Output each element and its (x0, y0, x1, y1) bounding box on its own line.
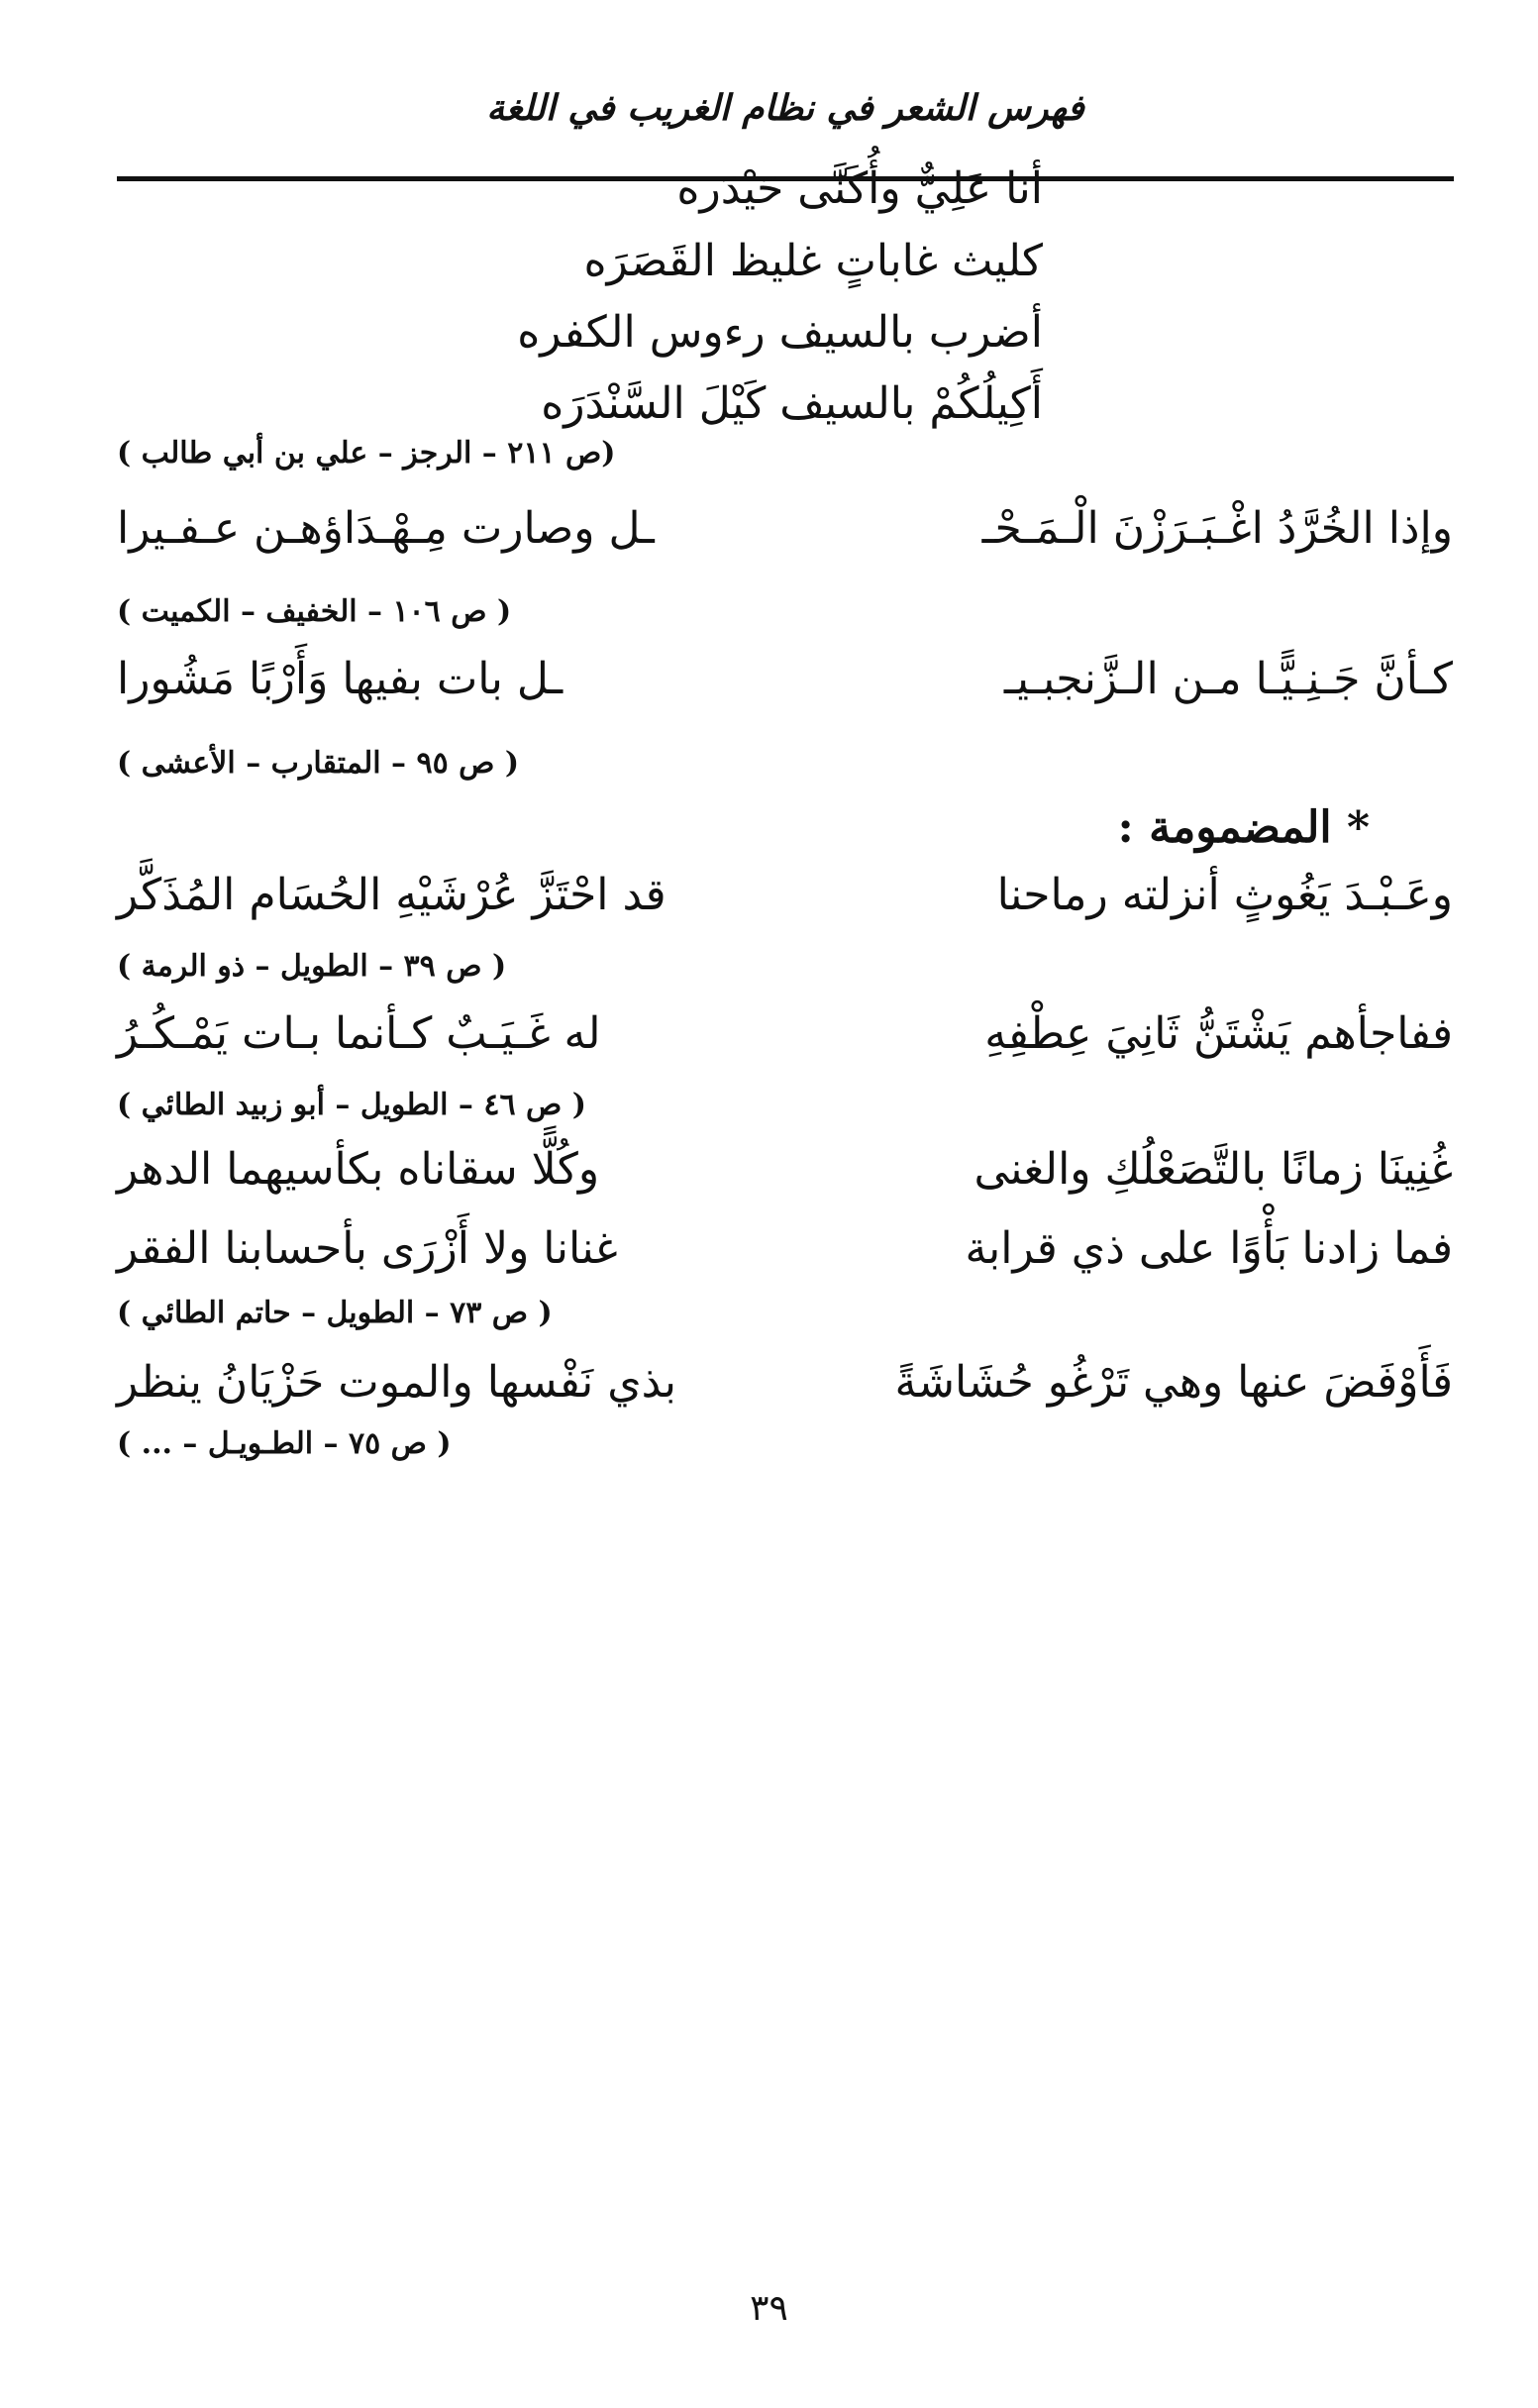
page-number: ٣٩ (750, 2288, 788, 2329)
verse-line: أنا عَلِيٌّ وأُكَنَّى حَيْدَره (676, 163, 1043, 214)
verse-second-hemistich: غنانا ولا أَزْرَى بأحسابنا الفقر (117, 1223, 618, 1274)
verse-second-hemistich: ـل بات بفيها وَأَرْبًا مَشُورا (117, 654, 564, 704)
citation: ( ص ٧٥ – الطـويـل – ... ) (117, 1426, 452, 1461)
verse-second-hemistich: بذي نَفْسها والموت حَزْيَانُ ينظر (117, 1357, 676, 1408)
verse-first-hemistich: كـأنَّ جَـنِـيًّـا مـن الـزَّنجبـيـ (1003, 654, 1453, 704)
verse-line: أَكِيلُكُمْ بالسيف كَيْلَ السَّنْدَرَه (541, 378, 1043, 429)
verse-second-hemistich: قد احْتَزَّ عُرْشَيْهِ الحُسَام المُذَكَّر (117, 870, 666, 920)
verse-second-hemistich: وكُلًّا سقاناه بكأسيهما الدهر (117, 1144, 600, 1195)
section-heading: * المضمومة : (1117, 802, 1370, 853)
verse-first-hemistich: غُنِينَا زمانًا بالتَّصَعْلُكِ والغنى (974, 1144, 1453, 1195)
citation: ( ص ٩٥ – المتقارب – الأعشى ) (117, 746, 520, 781)
citation: ( ص ١٠٦ – الخفيف – الكميت ) (117, 594, 512, 629)
running-header: فهرس الشعر في نظام الغريب في اللغة (486, 87, 1084, 129)
citation: (ص ٢١١ – الرجز – علي بن أبي طالب ) (117, 436, 616, 471)
citation: ( ص ٤٦ – الطويل – أبو زبيد الطائي ) (117, 1088, 586, 1122)
verse-line: أضرب بالسيف رءوس الكفره (517, 307, 1043, 358)
verse-first-hemistich: وعَـبْـدَ يَغُوثٍ أنزلته رماحنا (996, 870, 1453, 920)
verse-first-hemistich: فَأَوْفَضَ عنها وهي تَرْغُو حُشَاشَةً (894, 1357, 1453, 1408)
verse-first-hemistich: ففاجأهم يَشْتَنُّ ثَانِيَ عِطْفِهِ (984, 1008, 1453, 1059)
citation: ( ص ٧٣ – الطويل – حاتم الطائي ) (117, 1296, 553, 1330)
verse-second-hemistich: ـل وصارت مِـهْـدَاؤهـن عـفـيرا (117, 503, 655, 554)
verse-second-hemistich: له غَـيَـبٌ كـأنما بـات يَمْـكُـرُ (117, 1008, 601, 1059)
citation: ( ص ٣٩ – الطويل – ذو الرمة ) (117, 949, 507, 984)
verse-line: كليث غاباتٍ غليظ القَصَرَه (583, 236, 1043, 286)
verse-first-hemistich: فما زادنا بَأْوًا على ذي قرابة (965, 1223, 1453, 1274)
verse-first-hemistich: وإذا الخُرَّدُ اغْـبَـرَزْنَ الْـمَـحْـ (981, 503, 1453, 554)
